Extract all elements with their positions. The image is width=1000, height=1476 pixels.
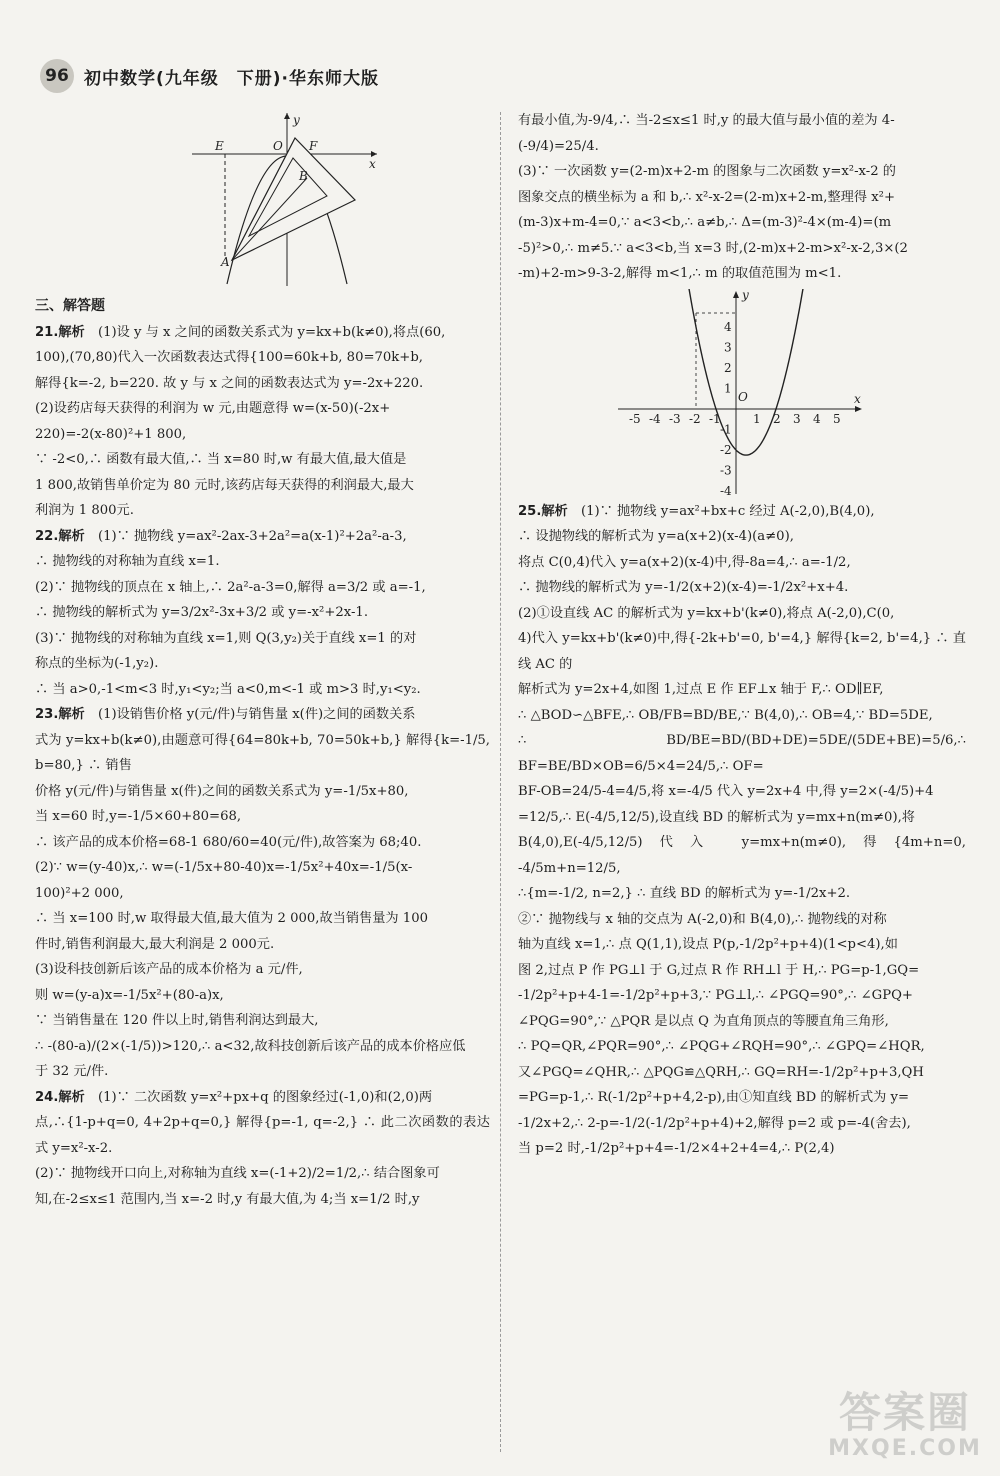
left-solution-text (35, 320, 490, 1213)
solution-text: (1)∵ 抛物线 y=ax²+bx+c 经过 A(-2,0),B(4,0), (580, 503, 875, 519)
y-tick-label: -3 (720, 463, 732, 477)
solution-line (35, 702, 490, 728)
solution-text: -5)²>0,∴ m≠5.∵ a<3<b,当 x=3 时,(2-m)x+2-m>x²-x-2,3×(2 (518, 240, 908, 256)
graph-x-label: x (854, 391, 861, 406)
solution-text: ∴ △BOD∽△BFE,∴ OB/FB=BD/BE,∵ B(4,0),∴ OB=4,∵ BD=5DE, (518, 707, 933, 723)
page-number: 96 (40, 59, 74, 93)
solution-text: ∴ 抛物线的解析式为 y=3/2x²-3x+3/2 或 y=-x²+2x-1. (35, 605, 369, 620)
solution-line (518, 1009, 966, 1035)
solution-text: ∴ -(80-a)/(2×(-1/5))>120,∴ a<32,故科技创新后该产品的成本价格应低 (35, 1038, 466, 1054)
solution-line (35, 1034, 490, 1060)
solution-text: 图 2,过点 P 作 PG⊥l 于 G,过点 R 作 RH⊥l 于 H,∴ PG=p-1,GQ= (518, 962, 920, 978)
solution-text: (1)设 y 与 x 之间的函数关系式为 y=kx+b(k≠0),将点(60, (97, 324, 446, 340)
solution-text: (2)设药店每天获得的利润为 w 元,由题意得 w=(x-50)(-2x+ (35, 401, 391, 416)
solution-line (35, 881, 490, 907)
solution-line (35, 830, 490, 856)
solution-text: ∴{m=-1/2, n=2,} ∴ 直线 BD 的解析式为 y=-1/2x+2. (518, 886, 851, 901)
solution-text: ∴ 设抛物线的解析式为 y=a(x+2)(x-4)(a≠0), (518, 529, 794, 544)
solution-line (518, 779, 966, 805)
geometry-figure (187, 108, 387, 290)
solution-text: =12/5,∴ E(-4/5,12/5),设直线 BD 的解析式为 y=mx+n(m≠0),将 (518, 809, 915, 825)
label-x: x (369, 157, 376, 171)
solution-line (518, 677, 966, 703)
solution-line (518, 601, 966, 627)
solution-text: ∵ 当销售量在 120 件以上时,销售利润达到最大, (35, 1013, 319, 1028)
solution-text: ∵ -2<0,∴ 函数有最大值,∴ 当 x=80 时,w 有最大值,最大值是 (35, 452, 407, 467)
solution-text: ∠PQG=90°,∵ △PQR 是以点 Q 为直角顶点的等腰直角三角形, (518, 1013, 889, 1029)
solution-line (35, 345, 490, 371)
solution-text: 当 p=2 时,-1/2p²+p+4=-1/2×4+2+4=4,∴ P(2,4) (518, 1141, 835, 1156)
solution-text: 则 w=(y-a)x=-1/5x²+(80-a)x, (35, 987, 224, 1003)
solution-line (518, 550, 966, 576)
solution-line (35, 1085, 490, 1111)
solution-line (518, 626, 966, 677)
solution-text: 解得{k=-2, b=220. 故 y 与 x 之间的函数表达式为 y=-2x+220. (35, 375, 424, 391)
y-tick-label: -4 (720, 483, 732, 498)
solution-text: 知,在-2≤x≤1 范围内,当 x=-2 时,y 有最大值,为 4;当 x=1/2 时,y (35, 1191, 420, 1207)
solution-text: ∴ BD/BE=BD/(BD+DE)=5DE/(5DE+BE)=5/6,∴ BF=BE/BD×OB=6/5×4=24/5,∴ OF= (518, 733, 966, 774)
solution-line (35, 524, 490, 550)
solution-text: (2)∵ w=(y-40)x,∴ w=(-1/5x+80-40)x=-1/5x²+40x=-1/5(x- (35, 860, 413, 875)
solution-line (35, 932, 490, 958)
x-tick-label: -5 (629, 411, 641, 426)
solution-text: 于 32 元/件. (35, 1064, 109, 1079)
x-tick-label: -4 (649, 411, 661, 426)
solution-line (35, 651, 490, 677)
solution-line (518, 524, 966, 550)
solution-text: 点,∴{1-p+q=0, 4+2p+q=0,} 解得{p=-1, q=-2,} ∴ 此二次函数的表达式 y=x²-x-2. (35, 1115, 490, 1156)
solution-line (518, 703, 966, 729)
solution-text: -1/2x+2,∴ 2-p=-1/2(-1/2p²+p+4)+2,解得 p=2 或 p=-4(舍去), (518, 1115, 911, 1131)
label-y: y (293, 113, 300, 127)
solution-line (35, 728, 490, 779)
book-title: 初中数学(九年级 下册)·华东师大版 (84, 68, 379, 89)
solution-line (518, 1136, 966, 1162)
solution-line (518, 236, 966, 262)
solution-line (35, 906, 490, 932)
solution-line (518, 261, 966, 287)
solution-line (518, 958, 966, 984)
watermark-line2: MXQE.COM (828, 1436, 982, 1461)
solution-line (35, 1008, 490, 1034)
graph-y-label: y (742, 288, 749, 302)
solution-line (35, 447, 490, 473)
solution-text: 称点的坐标为(-1,y₂). (35, 656, 159, 671)
solution-text: ∴ 当 x=100 时,w 取得最大值,最大值为 2 000,故当销售量为 100 (35, 911, 428, 926)
question-number: 23.解析 (35, 707, 85, 722)
label-B: B (299, 169, 308, 183)
right-solution-text-top (518, 108, 966, 287)
question-number: 25.解析 (518, 503, 568, 519)
solution-text: 有最小值,为-9/4,∴ 当-2≤x≤1 时,y 的最大值与最小值的差为 4- (518, 113, 895, 128)
solution-line (518, 1034, 966, 1060)
solution-line (35, 983, 490, 1009)
solution-text: (3)设科技创新后该产品的成本价格为 a 元/件, (35, 962, 303, 977)
x-tick-label: -3 (669, 411, 681, 426)
solution-text: (3)∵ 一次函数 y=(2-m)x+2-m 的图象与二次函数 y=x²-x-2 的 (518, 164, 896, 179)
x-tick-label: -1 (709, 411, 721, 426)
solution-text: 图象交点的横坐标为 a 和 b,∴ x²-x-2=(2-m)x+2-m,整理得 x²+ (518, 189, 896, 205)
solution-line (518, 185, 966, 211)
solution-text: B(4,0),E(-4/5,12/5)代入 y=mx+n(m≠0),得{4m+n=0, -4/5m+n=12/5, (518, 835, 966, 876)
watermark-line1: 答案圈 (838, 1388, 971, 1437)
solution-text: ∴ 当 a>0,-1<m<3 时,y₁<y₂;当 a<0,m<-1 或 m>3 时,y₁<y₂. (35, 681, 421, 697)
solution-text: 100),(70,80)代入一次函数表达式得{100=60k+b, 80=70k+b, (35, 350, 423, 365)
y-tick-label: 1 (724, 381, 732, 395)
solution-text: BF-OB=24/5-4=4/5,将 x=-4/5 代入 y=2x+4 中,得 y=2×(-4/5)+4 (518, 784, 934, 799)
solution-line (518, 830, 966, 881)
solution-text: 轴为直线 x=1,∴ 点 Q(1,1),设点 P(p,-1/2p²+p+4)(1<p<4),如 (518, 937, 898, 952)
solution-line (35, 371, 490, 397)
solution-line (35, 549, 490, 575)
solution-line (35, 498, 490, 524)
solution-line (518, 108, 966, 134)
x-tick-label: 1 (753, 411, 761, 426)
solution-line (35, 779, 490, 805)
solution-line (518, 499, 966, 525)
solution-text: ∴ 抛物线的解析式为 y=-1/2(x+2)(x-4)=-1/2x²+x+4. (518, 580, 849, 595)
solution-text: 件时,销售利润最大,最大利润是 2 000元. (35, 936, 275, 952)
solution-line (518, 134, 966, 160)
y-tick-label: 4 (724, 319, 732, 334)
parabola-graph (618, 289, 868, 499)
question-number: 24.解析 (35, 1089, 85, 1105)
solution-text: (1)∵ 二次函数 y=x²+px+q 的图象经过(-1,0)和(2,0)两 (97, 1089, 433, 1105)
solution-text: ∴ PQ=QR,∠PQR=90°,∴ ∠PQG+∠RQH=90°,∴ ∠GPQ=∠HQR, (518, 1039, 925, 1054)
solution-line (35, 600, 490, 626)
solution-text: (m-3)x+m-4=0,∵ a<3<b,∴ a≠b,∴ Δ=(m-3)²-4×(m-4)=(m (518, 215, 892, 230)
solution-text: 式为 y=kx+b(k≠0),由题意可得{64=80k+b, 70=50k+b,} 解得{k=-1/5, b=80,} ∴ 销售 (35, 732, 490, 773)
solution-text: ②∵ 抛物线与 x 轴的交点为 A(-2,0)和 B(4,0),∴ 抛物线的对称 (518, 911, 887, 927)
solution-line (35, 804, 490, 830)
left-column (35, 108, 490, 1212)
solution-text: (2)①设直线 AC 的解析式为 y=kx+b'(k≠0),将点 A(-2,0),C(0, (518, 605, 895, 621)
solution-text: -1/2p²+p+4-1=-1/2p²+p+3,∵ PG⊥l,∴ ∠PGQ=90°,∴ ∠GPQ+ (518, 988, 913, 1003)
solution-line (518, 575, 966, 601)
solution-line (518, 881, 966, 907)
solution-line (35, 422, 490, 448)
x-tick-label: 4 (813, 411, 821, 426)
solution-text: ∴ 该产品的成本价格=68-1 680/60=40(元/件),故答案为 68;40. (35, 834, 422, 850)
solution-line (518, 1060, 966, 1086)
solution-text: 价格 y(元/件)与销售量 x(件)之间的函数关系式为 y=-1/5x+80, (35, 783, 409, 799)
solution-line (35, 396, 490, 422)
solution-text: ∴ 抛物线的对称轴为直线 x=1. (35, 554, 220, 569)
solution-line (518, 805, 966, 831)
solution-text: (2)∵ 抛物线的顶点在 x 轴上,∴ 2a²-a-3=0,解得 a=3/2 或 a=-1, (35, 579, 426, 595)
page-header (40, 58, 379, 94)
solution-text: 1 800,故销售单价定为 80 元时,该药店每天获得的利润最大,最大 (35, 477, 414, 493)
solution-text: (2)∵ 抛物线开口向上,对称轴为直线 x=(-1+2)/2=1/2,∴ 结合图象可 (35, 1166, 440, 1181)
solution-text: (1)∵ 抛物线 y=ax²-2ax-3+2a²=a(x-1)²+2a²-a-3, (97, 528, 407, 544)
solution-text: 又∠PGQ=∠QHR,∴ △PQG≌△QRH,∴ GQ=RH=-1/2p²+p+3,QH (518, 1064, 924, 1080)
x-tick-label: 2 (773, 411, 781, 426)
solution-line (35, 473, 490, 499)
solution-line (518, 210, 966, 236)
solution-line (35, 320, 490, 346)
solution-line (35, 855, 490, 881)
solution-text: 100)²+2 000, (35, 885, 124, 901)
solution-line (35, 1161, 490, 1187)
solution-line (518, 159, 966, 185)
label-E: E (215, 139, 224, 153)
solution-line (35, 1059, 490, 1085)
solution-text: =PG=p-1,∴ R(-1/2p²+p+4,2-p),由①知直线 BD 的解析式为 y= (518, 1090, 910, 1105)
solution-line (518, 1085, 966, 1111)
solution-text: 当 x=60 时,y=-1/5×60+80=68, (35, 809, 242, 824)
right-solution-text-bottom (518, 499, 966, 1162)
y-tick-label: -1 (720, 422, 732, 436)
solution-text: (3)∵ 抛物线的对称轴为直线 x=1,则 Q(3,y₂)关于直线 x=1 的对 (35, 630, 417, 646)
solution-line (35, 1110, 490, 1161)
solution-text: 解析式为 y=2x+4,如图 1,过点 E 作 EF⊥x 轴于 F,∴ OD∥EF, (518, 682, 884, 697)
solution-line (518, 907, 966, 933)
solution-line (35, 575, 490, 601)
solution-line (35, 677, 490, 703)
solution-text: 220)=-2(x-80)²+1 800, (35, 426, 187, 442)
solution-line (518, 728, 966, 779)
x-tick-label: -2 (689, 411, 701, 426)
graph-origin-label: O (738, 389, 748, 404)
label-A: A (221, 255, 230, 269)
right-column (518, 108, 966, 1162)
solution-line (518, 932, 966, 958)
watermark-logo (820, 1390, 990, 1470)
solution-text: (-9/4)=25/4. (518, 138, 599, 154)
solution-line (518, 983, 966, 1009)
solution-text: (1)设销售价格 y(元/件)与销售量 x(件)之间的函数关系 (97, 707, 416, 722)
label-F: F (309, 139, 318, 153)
solution-line (518, 1111, 966, 1137)
solution-text: -m)+2-m>9-3-2,解得 m<1,∴ m 的取值范围为 m<1. (518, 266, 842, 281)
question-number: 22.解析 (35, 528, 85, 544)
solution-text: 4)代入 y=kx+b'(k≠0)中,得{-2k+b'=0, b'=4,} 解得{k=2, b'=4,} ∴ 直线 AC 的 (518, 631, 966, 672)
solution-text: 将点 C(0,4)代入 y=a(x+2)(x-4)中,得-8a=4,∴ a=-1/2, (518, 554, 851, 570)
y-tick-label: -2 (720, 442, 732, 457)
label-O: O (273, 139, 283, 153)
solution-line (35, 957, 490, 983)
x-tick-label: 3 (793, 411, 801, 426)
question-number: 21.解析 (35, 324, 85, 340)
solution-line (35, 1187, 490, 1213)
x-tick-label: 5 (833, 411, 841, 426)
solution-text: 利润为 1 800元. (35, 503, 134, 518)
y-tick-label: 3 (724, 340, 732, 354)
column-divider (500, 112, 501, 1452)
solution-line (35, 626, 490, 652)
y-tick-label: 2 (724, 360, 732, 375)
section-title: 三、解答题 (35, 298, 105, 314)
